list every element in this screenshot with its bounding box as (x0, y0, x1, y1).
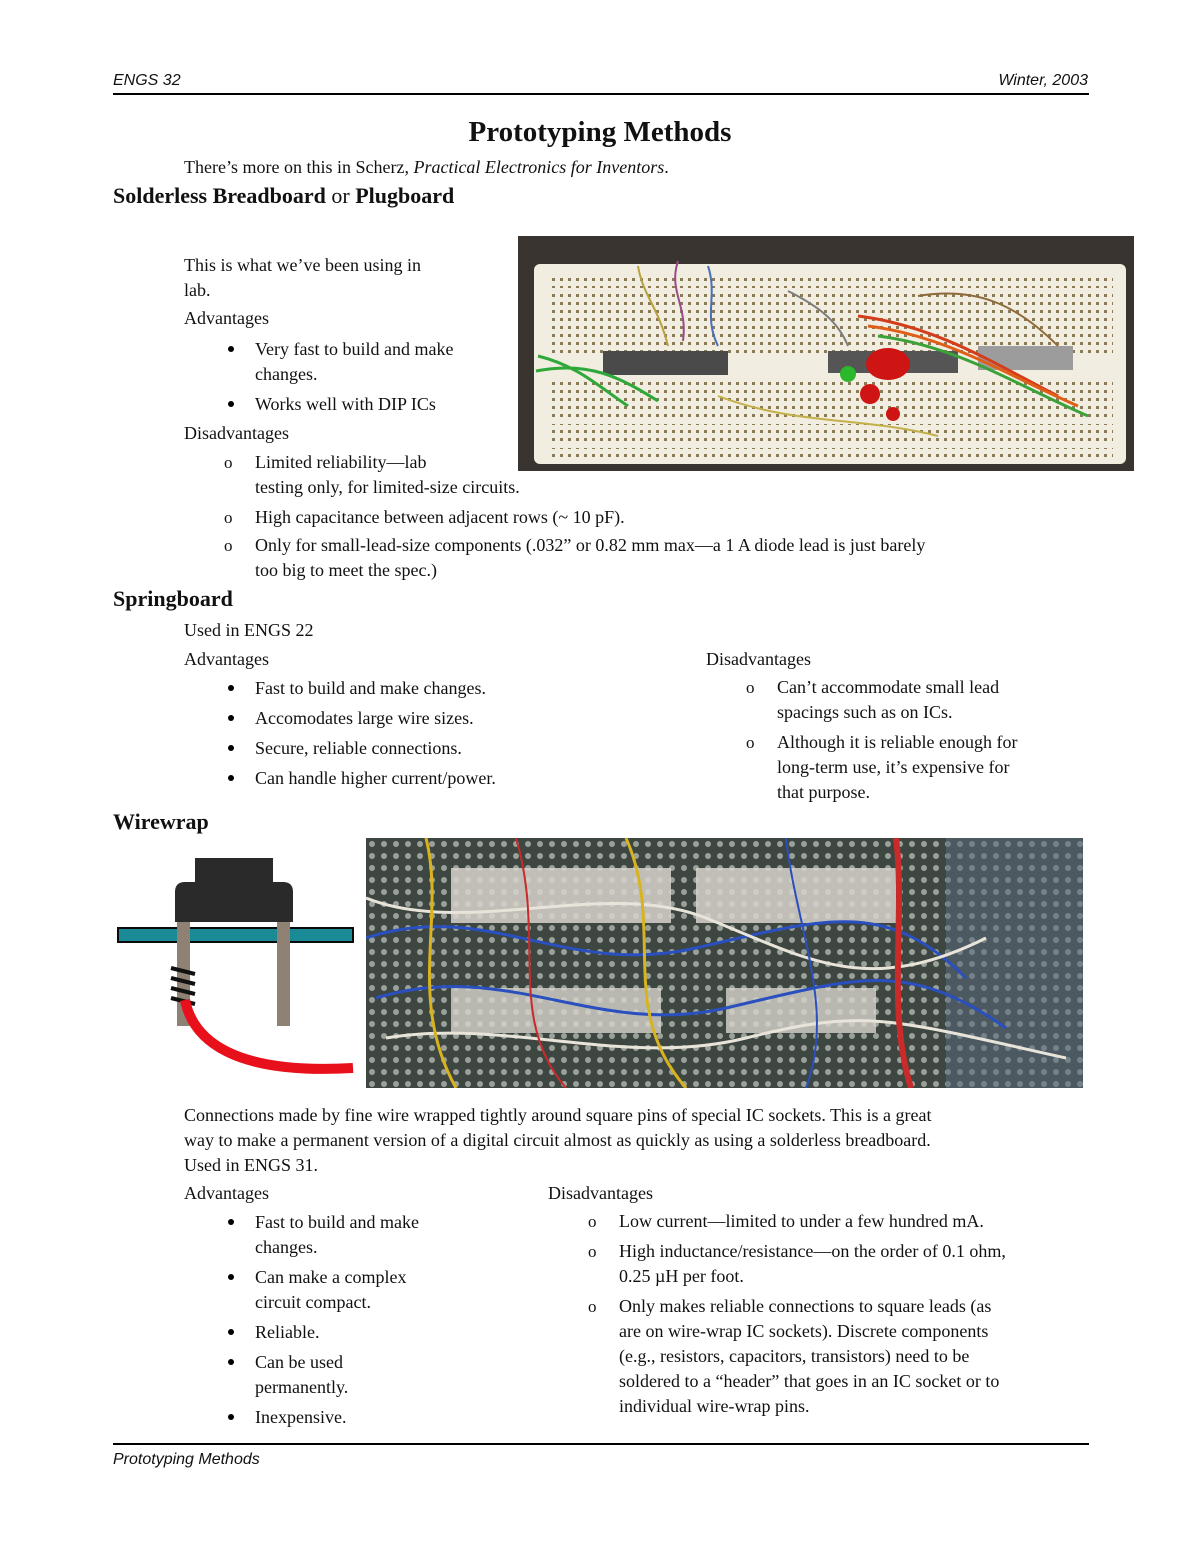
list-item: Can make a complex circuit compact. (184, 1265, 514, 1315)
wirewrap-advantages-label: Advantages (184, 1183, 269, 1203)
wirewrap-photo (366, 838, 1083, 1088)
springboard-used: Used in ENGS 22 (184, 620, 314, 640)
list-item: Inexpensive. (184, 1405, 514, 1430)
breadboard-intro: This is what we’ve been using in lab. (184, 255, 421, 300)
list-item: o High inductance/resistance—on the order of 0.1 ohm, 0.25 µH per foot. (548, 1239, 1088, 1289)
list-item: Can be used permanently. (184, 1350, 514, 1400)
springboard-advantages-label: Advantages (184, 649, 269, 669)
list-item: o Only makes reliable connections to square leads (as are on wire-wrap IC sockets). Discrete components (e.g., resistors, capacitors, transistors) need to be soldered to a “header” that goes in an IC socket or to individual wire-wrap pins. (548, 1294, 1088, 1419)
footer-title: Prototyping Methods (113, 1451, 260, 1468)
springboard-disadvantages-label: Disadvantages (706, 649, 811, 669)
list-item: Secure, reliable connections. (184, 736, 684, 761)
list-item: o High capacitance between adjacent rows (~ 10 pF). (184, 505, 1089, 530)
list-item: o Low current—limited to under a few hundred mA. (548, 1209, 1088, 1234)
section-heading-breadboard: Solderless Breadboard or Plugboard (113, 183, 455, 208)
wirewrap-diagram (113, 850, 363, 1085)
header-term: Winter, 2003 (998, 72, 1088, 89)
wirewrap-disadvantages-list (548, 1209, 1088, 1424)
springboard-advantages-list (184, 676, 684, 796)
springboard-disadvantages-list (706, 675, 1086, 810)
list-item: Fast to build and make changes. (184, 1210, 514, 1260)
list-item: Fast to build and make changes. (184, 676, 684, 701)
breadboard-advantages-list (184, 337, 514, 422)
list-item: Works well with DIP ICs (184, 392, 514, 417)
breadboard-advantages-label: Advantages (184, 308, 269, 328)
list-item: Very fast to build and make changes. (184, 337, 514, 387)
header-rule (113, 93, 1089, 95)
section-heading-wirewrap: Wirewrap (113, 809, 209, 834)
list-item: Accomodates large wire sizes. (184, 706, 684, 731)
wirewrap-description: Connections made by fine wire wrapped tightly around square pins of special IC sockets. This is a great way to make a permanent version of a digital circuit almost as quickly as using a solderless breadboard. Used in ENGS 31. (184, 1105, 932, 1175)
list-item: o Although it is reliable enough for long-term use, it’s expensive for that purpose. (706, 730, 1086, 805)
list-item: Can handle higher current/power. (184, 766, 684, 791)
page-title: Prototyping Methods (468, 116, 732, 148)
section-heading-springboard: Springboard (113, 586, 233, 611)
header-course: ENGS 32 (113, 72, 181, 89)
list-item: Reliable. (184, 1320, 514, 1345)
list-item: o Limited reliability—lab testing only, for limited-size circuits. (184, 450, 1089, 500)
footer-rule (113, 1443, 1089, 1445)
intro-text: There’s more on this in Scherz, Practical Electronics for Inventors. (184, 157, 669, 177)
wirewrap-advantages-list (184, 1210, 514, 1435)
list-item: o Only for small-lead-size components (.032” or 0.82 mm max—a 1 A diode lead is just barely too big to meet the spec.) (184, 533, 1089, 583)
breadboard-photo (518, 236, 1134, 471)
breadboard-disadvantages-label: Disadvantages (184, 423, 289, 443)
list-item: o Can’t accommodate small lead spacings such as on ICs. (706, 675, 1086, 725)
wirewrap-disadvantages-label: Disadvantages (548, 1183, 653, 1203)
